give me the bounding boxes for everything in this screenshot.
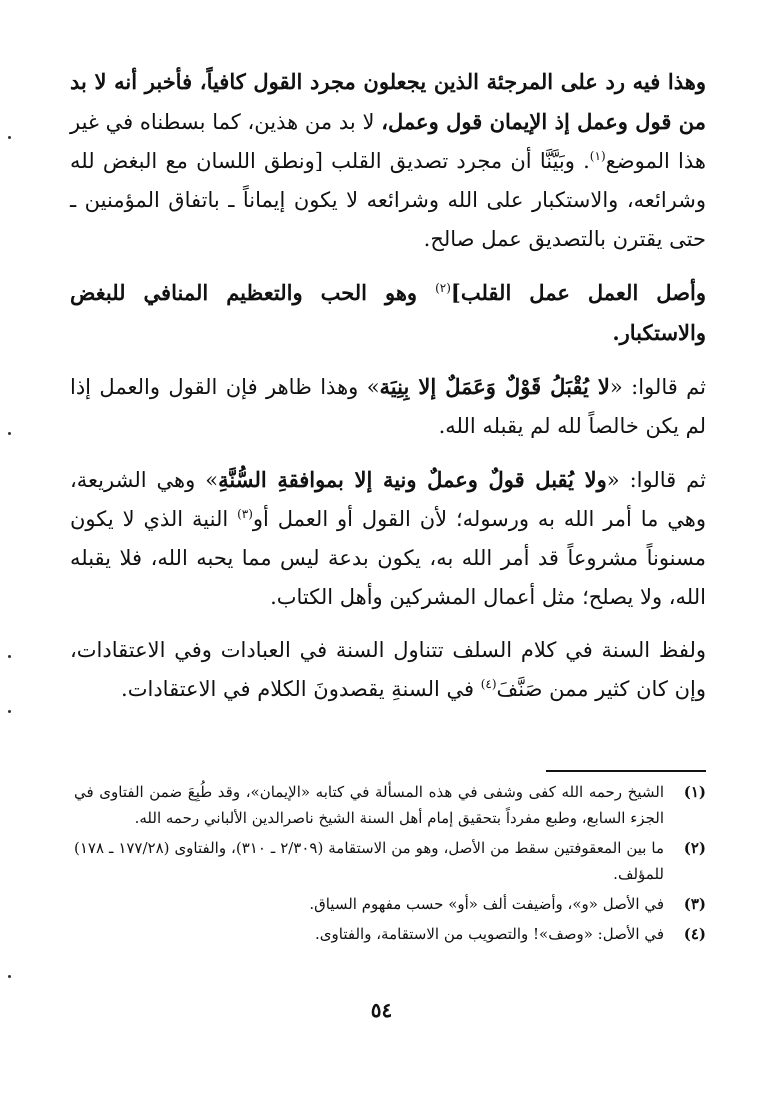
paragraph-text: ولفظ السنة في كلام السلف تتناول السنة في العبادات وفي الاعتقادات، وإن كان كثير ممن صَنَّفَ xyxy=(70,638,706,701)
paragraph-text: وهو الحب والتعظيم المنافي للبغض والاستكبار. xyxy=(70,280,706,345)
footnote-number: (٤) xyxy=(683,925,706,943)
paragraph-text: النية الذي لا يكون مسنوناً مشروعاً قد أمر الله به، يكون بدعة ليس مما يحبه الله، فلا يقبله الله، ولا يصلح؛ مثل أعمال المشركين وأهل الكتاب. xyxy=(70,507,706,609)
paragraph-text: » وهذا ظاهر فإن القول والعمل إذا لم يكن خالصاً لله لم يقبله الله. xyxy=(70,375,706,438)
paragraph-text: وأصل العمل عمل القلب] xyxy=(450,280,706,305)
paragraph-text: . وبَيَّنَّا أن مجرد تصديق القلب [ونطق اللسان مع البغض لله وشرائعه، والاستكبار على الله وشرائعه لا يكون إيماناً ـ باتفاق المؤمنين ـ حتى يقترن بالتصديق عمل صالح. xyxy=(70,149,706,251)
footnote-number: (٢) xyxy=(683,839,706,857)
paragraph-4 xyxy=(70,460,706,617)
margin-mark xyxy=(8,136,11,139)
footnote-text: ما بين المعقوفتين سقط من الأصل، وهو من الاستقامة (٢/٣٠٩ ـ ٣١٠)، والفتاوى (١٧٧/٢٨ ـ ١٧٨) للمؤلف. xyxy=(74,839,665,883)
footnote-1 xyxy=(74,779,706,831)
margin-mark xyxy=(8,710,11,713)
footnote-ref: (٣) xyxy=(237,507,253,521)
footnotes xyxy=(74,779,706,951)
margin-mark xyxy=(8,432,11,435)
quoted-text: ولا يُقبل قولٌ وعملٌ ونية إلا بموافقةِ السُّنَّةِ xyxy=(218,467,607,492)
footnote-number: (٣) xyxy=(683,895,706,913)
page-number: ٥٤ xyxy=(370,998,393,1022)
footnote-3 xyxy=(74,891,706,917)
paragraph-3 xyxy=(70,367,706,446)
footnote-number: (١) xyxy=(683,783,706,801)
paragraph-text: » وهي الشريعة، وهي ما أمر الله به ورسوله؛ لأن القول أو العمل أو xyxy=(70,468,707,531)
quoted-text: لا يُقْبَلُ قَوْلٌ وَعَمَلٌ إلا بِنِيَة xyxy=(379,374,610,399)
margin-mark xyxy=(8,655,11,658)
margin-mark xyxy=(8,975,11,978)
paragraph-1 xyxy=(70,62,706,259)
footnote-2 xyxy=(74,835,706,887)
footnote-text: في الأصل: «وصف»! والتصويب من الاستقامة، والفتاوى. xyxy=(315,925,664,943)
footnote-text: في الأصل «و»، وأضيفت ألف «أو» حسب مفهوم السياق. xyxy=(309,895,664,913)
paragraph-text: في السنةِ يقصدونَ الكلام في الاعتقادات. xyxy=(121,677,481,701)
paragraph-text: ثم قالوا: « xyxy=(609,375,706,399)
paragraph-text: وهذا فيه رد على المرجئة الذين يجعلون مجرد القول كافياً، فأخبر أنه لا بد من قول وعمل إذ الإيمان قول وعمل، xyxy=(70,69,706,134)
footnote-divider xyxy=(546,770,706,772)
paragraph-2 xyxy=(70,273,706,353)
footnote-ref: (٢) xyxy=(435,281,451,295)
footnote-ref: (٤) xyxy=(480,677,497,691)
main-text xyxy=(70,62,706,709)
paragraph-5 xyxy=(70,631,706,709)
footnote-4 xyxy=(74,921,706,947)
paragraph-text: ثم قالوا: « xyxy=(606,468,706,492)
paragraph-text: لا بد من هذين، كما بسطناه في غير هذا الموضع xyxy=(70,110,706,173)
footnote-text: الشيخ رحمه الله كفى وشفى في هذه المسألة في كتابه «الإيمان»، وقد طُبِعَ ضمن الفتاوى في الجزء السابع، وطبع مفرداً بتحقيق إمام أهل السنة الشيخ ناصرالدين الألباني رحمه الله. xyxy=(74,783,664,827)
footnote-ref: (١) xyxy=(589,149,606,163)
